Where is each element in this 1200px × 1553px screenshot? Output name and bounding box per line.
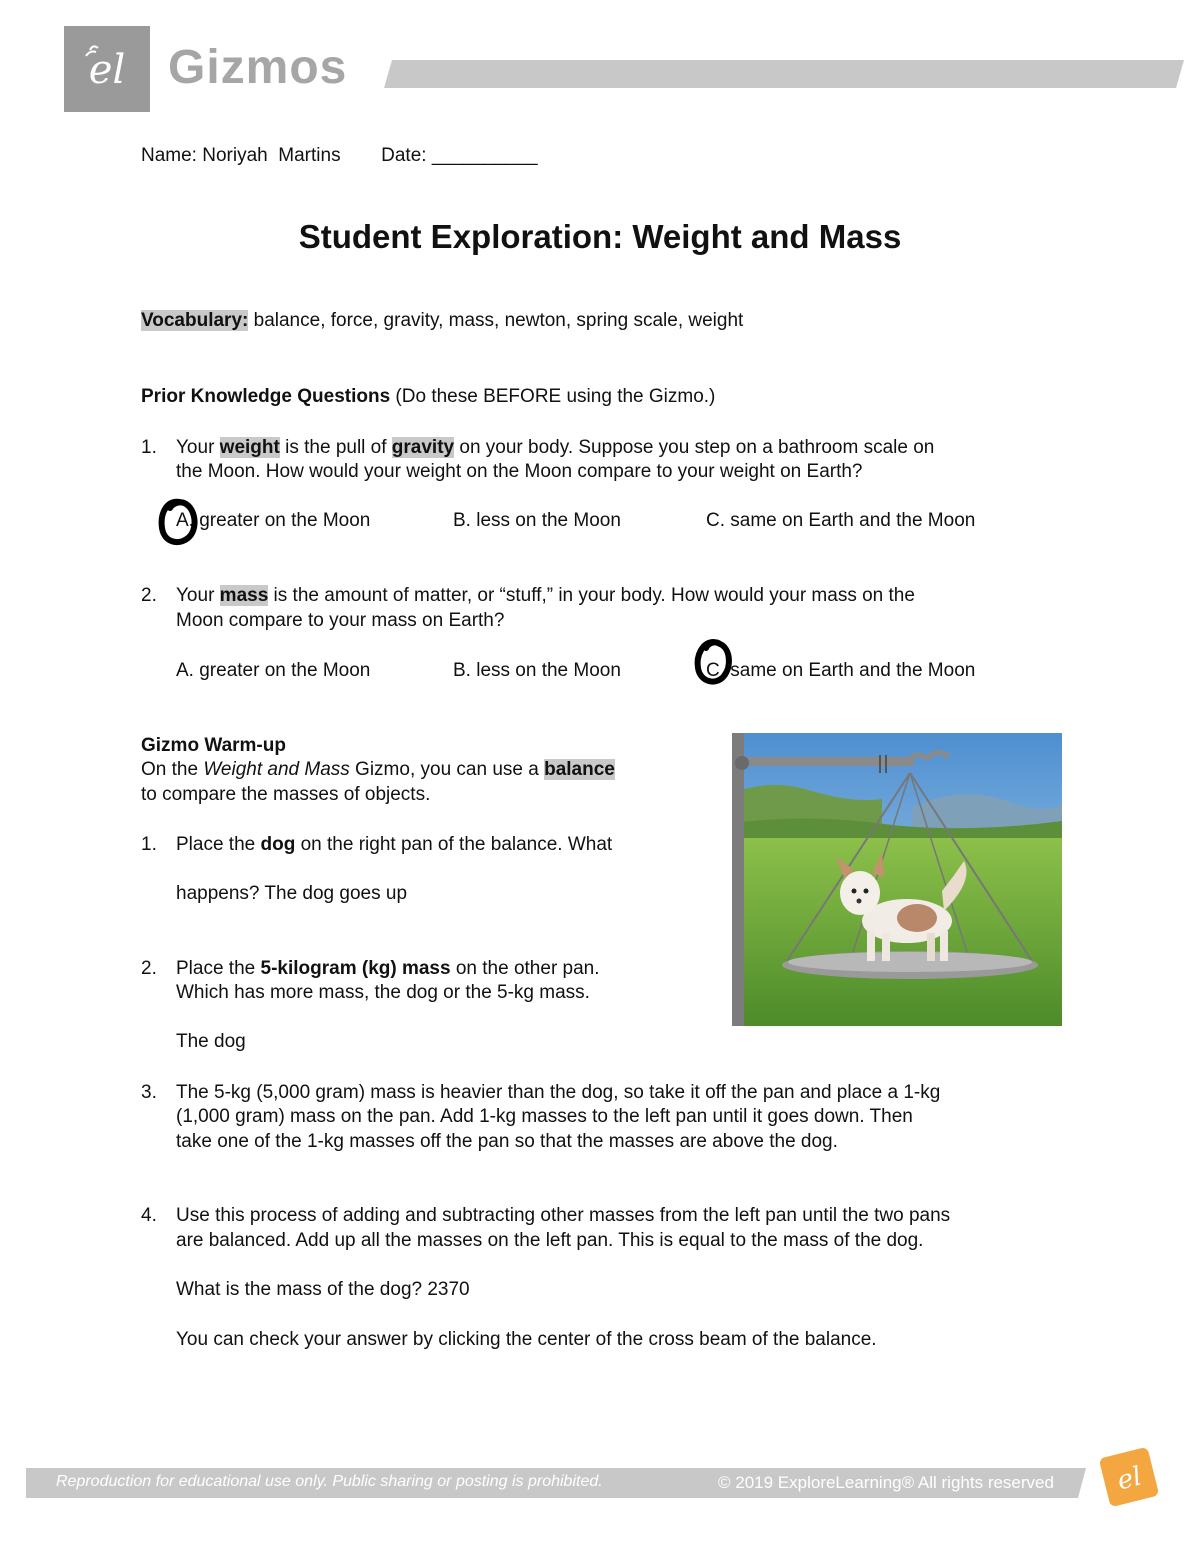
- question-number: 1.: [141, 834, 157, 855]
- question-text-line2: the Moon. How would your weight on the Moon compare to your weight on Earth?: [176, 461, 863, 482]
- question-text-line2: (1,000 gram) mass on the pan. Add 1-kg masses to the left pan until it goes down. Then: [176, 1106, 913, 1127]
- date-label: Date:: [381, 145, 427, 166]
- keyword-gravity: gravity: [391, 437, 455, 458]
- choice-b: B. less on the Moon: [453, 660, 621, 681]
- date-blank: __________: [431, 145, 538, 166]
- choice-c: C. same on Earth and the Moon: [706, 660, 976, 681]
- question-text: Place the 5-kilogram (kg) mass on the other pan.: [176, 958, 600, 979]
- answer-text: What is the mass of the dog? 2370: [176, 1279, 470, 1300]
- footer-logo-text: el: [1114, 1461, 1145, 1497]
- question-text-line2: are balanced. Add up all the masses on the left pan. This is equal to the mass of the dog.: [176, 1230, 924, 1251]
- question-text: Your weight is the pull of gravity on your body. Suppose you step on a bathroom scale on: [176, 437, 935, 458]
- choice-c: C. same on Earth and the Moon: [706, 510, 976, 531]
- balance-dog-image: [732, 733, 1062, 1026]
- question-text-line2: Moon compare to your mass on Earth?: [176, 610, 505, 631]
- footer-disclaimer: Reproduction for educational use only. Public sharing or posting is prohibited.: [56, 1473, 603, 1490]
- logo-text: el: [88, 47, 126, 93]
- answer-circle-mark: [692, 634, 738, 690]
- question-number: 1.: [141, 437, 157, 458]
- question-text: Place the dog on the right pan of the balance. What: [176, 834, 613, 855]
- vocabulary-line: [141, 308, 743, 333]
- student-info-line: [141, 143, 538, 168]
- question-text: The 5-kg (5,000 gram) mass is heavier than the dog, so take it off the pan and place a 1-kg: [176, 1082, 941, 1103]
- student-name: Noriyah Martins: [202, 145, 341, 166]
- header-bar: [384, 60, 1184, 88]
- vocabulary-terms: balance, force, gravity, mass, newton, spring scale, weight: [248, 310, 744, 331]
- question-number: 2.: [141, 958, 157, 979]
- answer-text: happens? The dog goes up: [176, 883, 408, 904]
- page-title: Student Exploration: Weight and Mass: [298, 218, 902, 255]
- warmup-intro-line2: to compare the masses of objects.: [141, 784, 431, 805]
- warmup-intro: On the Weight and Mass Gizmo, you can use a balance: [141, 759, 615, 780]
- question-text-line3: take one of the 1-kg masses off the pan so that the masses are above the dog.: [176, 1131, 838, 1152]
- keyword-mass: mass: [219, 585, 269, 606]
- choice-b: B. less on the Moon: [453, 510, 621, 531]
- brand-name: Gizmos: [168, 41, 348, 94]
- question-text-line2: Which has more mass, the dog or the 5-kg mass.: [176, 982, 590, 1003]
- explorelearning-logo: [64, 26, 150, 112]
- answer-circle-mark: [156, 496, 202, 550]
- question-number: 3.: [141, 1082, 157, 1103]
- question-text: Use this process of adding and subtracting other masses from the left pan until the two pans: [176, 1205, 951, 1226]
- keyword-weight: weight: [219, 437, 280, 458]
- keyword-balance: balance: [544, 759, 615, 780]
- explorelearning-footer-logo: [1096, 1444, 1162, 1510]
- prior-heading-text: Prior Knowledge Questions: [141, 386, 391, 407]
- vocabulary-label: Vocabulary:: [141, 310, 249, 331]
- question-text: Your mass is the amount of matter, or “stuff,” in your body. How would your mass on the: [176, 585, 915, 606]
- question-number: 4.: [141, 1205, 157, 1226]
- question-number: 2.: [141, 585, 157, 606]
- warmup-heading: Gizmo Warm-up: [141, 735, 286, 756]
- name-label: Name:: [141, 145, 197, 166]
- prior-heading-note: (Do these BEFORE using the Gizmo.): [390, 386, 716, 407]
- answer-text: The dog: [176, 1031, 246, 1052]
- footer-copyright: © 2019 ExploreLearning® All rights reserved: [718, 1473, 1054, 1492]
- instruction-text: You can check your answer by clicking the center of the cross beam of the balance.: [176, 1329, 877, 1350]
- choice-a: A. greater on the Moon: [176, 660, 371, 681]
- prior-knowledge-heading: [141, 384, 715, 409]
- choice-a: A. greater on the Moon: [176, 510, 371, 531]
